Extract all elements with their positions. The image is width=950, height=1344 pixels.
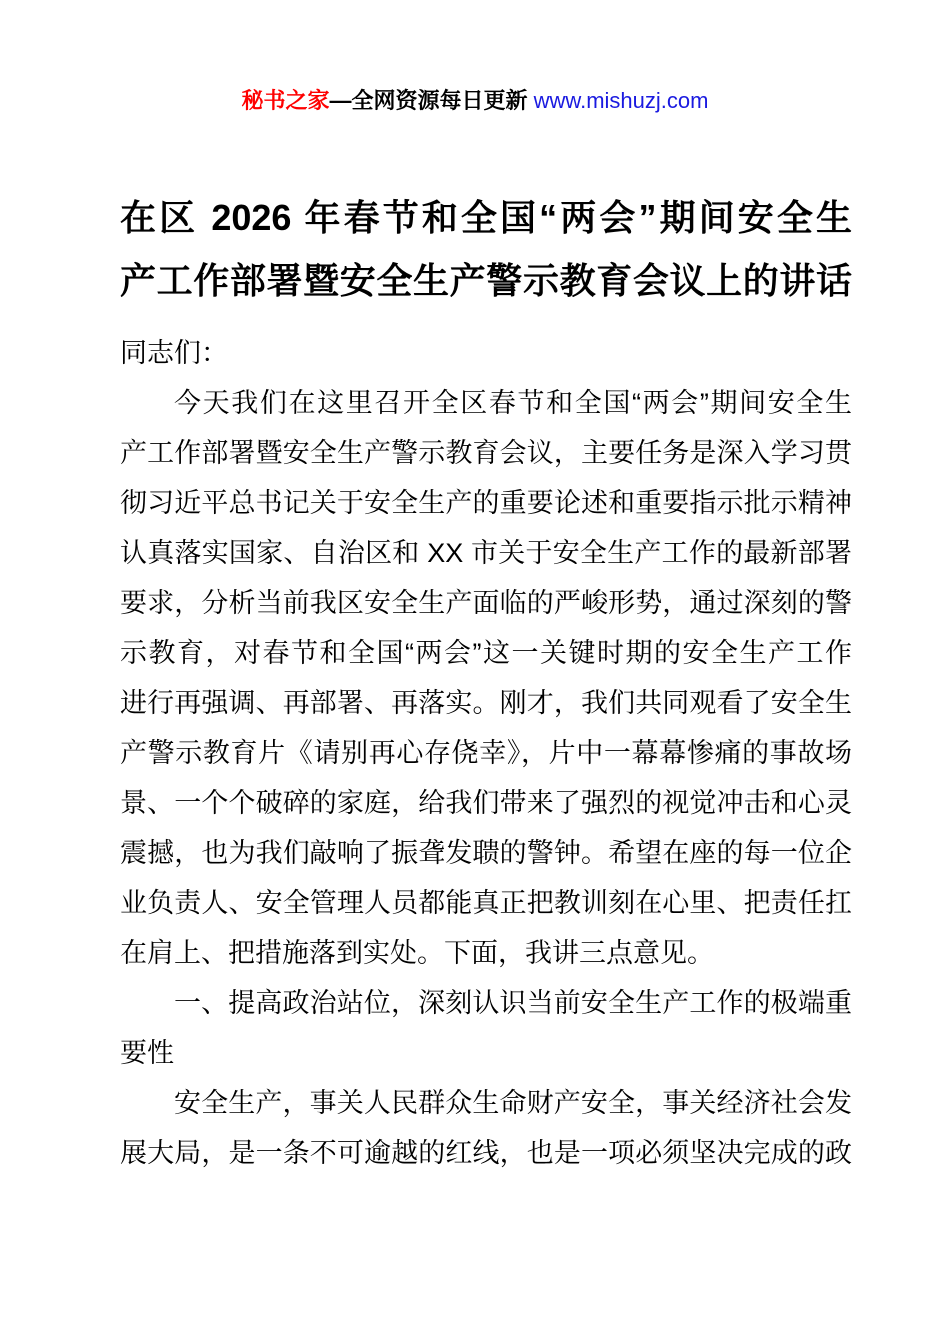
body-line: 今天我们在这里召开全区春节和全国“两会”期间安全生 (174, 388, 852, 418)
body-line: 景、一个个破碎的家庭，给我们带来了强烈的视觉冲击和心灵 (120, 788, 852, 818)
body-heading-line-2: 要性 (120, 1038, 174, 1068)
site-brand: 秘书之家 (241, 88, 330, 113)
body-line: 业负责人、安全管理人员都能真正把教训刻在心里、把责任扛 (120, 888, 852, 918)
document-body (120, 328, 852, 1178)
document-title (120, 186, 852, 312)
body-line: 示教育，对春节和全国“两会”这一关键时期的安全生产工作 (120, 638, 852, 668)
site-tagline: —全网资源每日更新 (329, 88, 534, 113)
body-line: 震撼，也为我们敲响了振聋发聩的警钟。希望在座的每一位企 (120, 838, 852, 868)
body-line: 彻习近平总书记关于安全生产的重要论述和重要指示批示精神 (120, 488, 852, 518)
body-line: 要求，分析当前我区安全生产面临的严峻形势，通过深刻的警 (120, 588, 852, 618)
document-title-line-1: 在区 2026 年春节和全国“两会”期间安全生 (120, 197, 852, 238)
document-title-line-2: 产工作部署暨安全生产警示教育会议上的讲话 (120, 260, 852, 301)
body-heading-line-1: 一、提高政治站位，深刻认识当前安全生产工作的极端重 (174, 988, 852, 1018)
body-line: 产工作部署暨安全生产警示教育会议，主要任务是深入学习贯 (120, 438, 852, 468)
body-line: 展大局，是一条不可逾越的红线，也是一项必须坚决完成的政 (120, 1138, 852, 1168)
body-line: 在肩上、把措施落到实处。下面，我讲三点意见。 (120, 938, 714, 968)
site-banner (0, 0, 950, 116)
body-line: 安全生产，事关人民群众生命财产安全，事关经济社会发 (174, 1088, 852, 1118)
body-line: 认真落实国家、自治区和 XX 市关于安全生产工作的最新部署 (120, 538, 852, 568)
body-line: 进行再强调、再部署、再落实。刚才，我们共同观看了安全生 (120, 688, 852, 718)
body-line: 产警示教育片《请别再心存侥幸》，片中一幕幕惨痛的事故场 (120, 738, 852, 768)
site-url-link[interactable]: www.mishuzj.com (533, 88, 709, 113)
body-line-salutation: 同志们： (120, 338, 228, 368)
